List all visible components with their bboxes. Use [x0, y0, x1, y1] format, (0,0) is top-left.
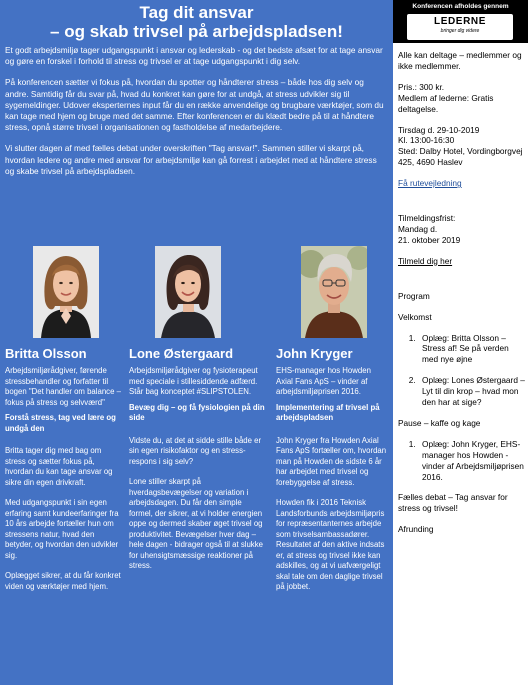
britta-olsson-photo: [33, 246, 99, 338]
talk-heading: Implementering af trivsel på arbejdspladsen: [276, 402, 380, 422]
speaker-name: Britta Olsson: [5, 346, 87, 361]
lederne-logo: [407, 14, 513, 40]
logo-tagline: bringer dig videre: [440, 28, 480, 34]
price-info: [398, 82, 525, 115]
organizer-header: [393, 0, 528, 43]
page-title: [0, 0, 393, 41]
title-line-1: Tag dit ansvar: [139, 3, 254, 22]
talk-description: [5, 446, 123, 592]
program-item: 2. Oplæg: Lones Østergaard – Lyt til din krop – hvad mon den har at sige?: [418, 375, 525, 408]
speaker-column-john: [276, 346, 389, 603]
directions-link[interactable]: Få rutevejledning: [398, 178, 462, 189]
sidebar: [393, 0, 528, 685]
deadline-label: Tilmeldingsfrist:: [398, 213, 456, 224]
program-closing: Afrunding: [398, 524, 434, 535]
event-venue: Sted: Dalby Hotel, Vordingborgvej 425, 4690 Haslev: [398, 146, 523, 168]
intro-text: [0, 41, 393, 177]
intro-paragraph: Vi slutter dagen af med fælles debat under overskriften "Tag ansvar!". Sammen stiller vi skarpt på, hvordan ledere og andre med ansvar for arbejdsmiljø kan gå forrest i arbejdet med at håndtere stress og skabe trivsel på arbejdspladsen.: [5, 143, 377, 176]
talk-heading: Bevæg dig – og få fysiologien på din side: [129, 402, 265, 422]
deadline-date: 21. oktober 2019: [398, 234, 461, 245]
talk-description: [129, 436, 265, 572]
talk-paragraph: Oplægget sikrer, at du får konkret viden og værktøjer med hjem.: [5, 571, 121, 591]
program-item: 1. Oplæg: John Kryger, EHS-manager hos Howden - vinder af Arbejdsmiljøprisen 2016.: [418, 439, 525, 483]
speaker-name: Lone Østergaard: [129, 346, 234, 361]
logo-wordmark: LEDERNE: [434, 16, 486, 27]
program-debate: Fælles debat – Tag ansvar for stress og trivsel!: [398, 492, 508, 514]
signup-link[interactable]: Tilmeld dig her: [398, 255, 453, 266]
event-time: Kl. 13:00-16:30: [398, 135, 455, 146]
talk-paragraph: Med udgangspunkt i sin egen erfaring samt kundeerfaringer fra 10 års arbejde fortæller hun om stressens natur, hvad den betyder, og hvordan den udvikler sig.: [5, 498, 119, 560]
member-price-text: Medlem af lederne: Gratis deltagelse.: [398, 92, 494, 114]
talk-paragraph: Britta tager dig med bag om stress og sætter fokus på, hvordan du kan tage ansvar og sikre din egen drivkraft.: [5, 446, 113, 487]
price-text: Pris.: 300 kr.: [398, 81, 445, 92]
deadline-info: [398, 213, 525, 246]
speaker-role: Arbejdsmiljørådgiver, førende stressbehandler og forfatter til bogen "Det handler om balance – fokus på stress og selvværd": [5, 366, 121, 407]
intro-paragraph: Et godt arbejdsmiljø tager udgangspunkt i ansvar og lederskab - og det bedste afsæt for at tage ansvar og gøre en forskel i forhold til stress og trivsel er at tage udgangspunkt i dig selv.: [5, 45, 383, 67]
talk-paragraph: Howden fik i 2016 Teknisk Landsforbunds arbejdsmiljøpris for repræsentanternes arbejde som trivselsambassadører. Resultatet af den aktive indsats er, at stress og trivsel ikke kan adskilles, og at vi uafværgeligt skal tale om den daglige trivsel på jobbet.: [276, 498, 385, 591]
deadline-day: Mandag d.: [398, 223, 438, 234]
title-line-2: – og skab trivsel på arbejdspladsen!: [50, 22, 343, 41]
talk-description: [276, 436, 389, 593]
event-date: Tirsdag d. 29-10-2019: [398, 124, 480, 135]
program-item: 1. Oplæg: Britta Olsson – Stress af! Se på verden med nye øjne: [418, 333, 525, 366]
event-details: [398, 50, 525, 545]
program-list-a: [418, 333, 525, 408]
speaker-column-lone: [129, 346, 265, 582]
speaker-role: EHS-manager hos Howden Axial Fans ApS – vinder af arbejdsmiljøprisen 2016.: [276, 366, 371, 396]
program-label: Program: [398, 290, 430, 301]
program-welcome: Velkomst: [398, 311, 432, 322]
lone-oestergaard-photo: [155, 246, 221, 338]
talk-heading: Forstå stress, tag ved lære og undgå den: [5, 413, 116, 433]
program-pause: Pause – kaffe og kage: [398, 417, 481, 428]
speaker-photos: [0, 246, 393, 338]
date-venue-info: [398, 125, 525, 169]
speaker-name: John Kryger: [276, 346, 353, 361]
intro-paragraph: På konferencen sætter vi fokus på, hvordan du spotter og håndterer stress – både hos dig selv og andre. Samtidig får du svar på, hvad du konkret kan gøre for at undgå, at stress udvikler sig til sygemeldinger. Udover eksperternes input får du en række anvendelige og brugbare værktøjer, som du kan tage med hjem og bruge med det samme. Efter konferencen er du klædt bedre på til at håndtere stress, opnå større trivsel i organisationen og fastholdelse af medarbejdere.: [5, 77, 384, 133]
speaker-column-britta: [5, 346, 123, 602]
program-list-b: [418, 439, 525, 483]
john-kryger-photo: [301, 246, 367, 338]
organizer-line: Konferencen afholdes gennem: [412, 3, 509, 10]
talk-paragraph: Vidste du, at det at sidde stille både er sin egen risikofaktor og en stress-respons i sig selv?: [129, 435, 262, 466]
audience-text: Alle kan deltage – medlemmer og ikke medlemmer.: [398, 50, 522, 71]
talk-paragraph: Lone stiller skarpt på hverdagsbevægelser og variation i arbejdsdagen. Du får den simple formel, der sikrer, at vi holder energien oppe og dermed skaber øget trivsel og produktivitet. Bevægelser hver dag – hele dagen - bidrager også til at slukke for uhensigtsmæssige reaktioner på stress.: [129, 477, 263, 570]
talk-paragraph: John Kryger fra Howden Axial Fans ApS fortæller om, hvordan man på Howden de sidste 6 år har arbejdet med trivsel og forebyggelse af stress.: [276, 435, 387, 487]
speaker-role: Arbejdsmiljørådgiver og fysioterapeut med speciale i stillesiddende adfærd. Står bag konceptet #SLIPSTOLEN.: [129, 366, 258, 396]
